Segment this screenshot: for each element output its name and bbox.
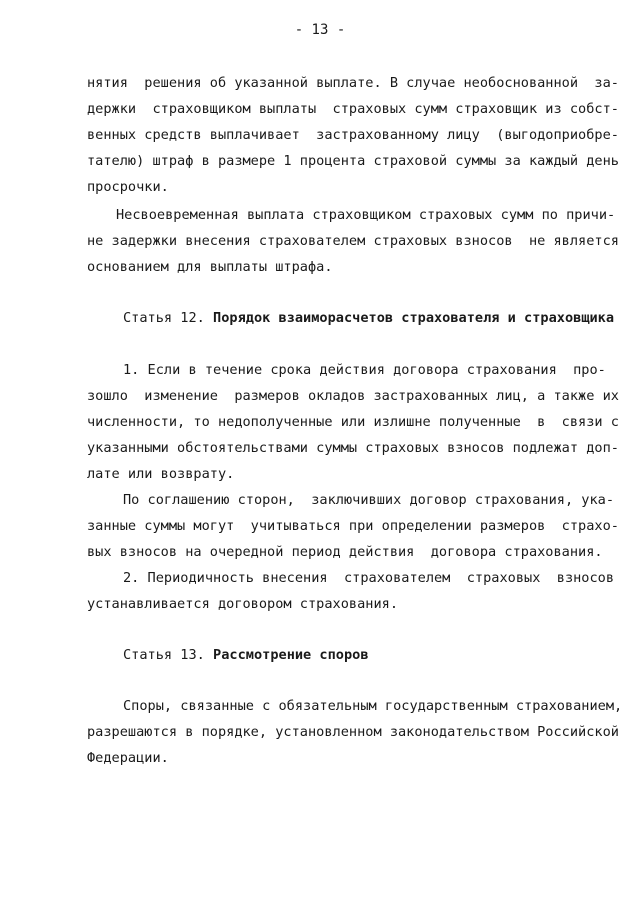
- article-13-heading: [123, 645, 583, 665]
- paragraph-line: указанными обстоятельствами суммы страховых взносов подлежат доп-: [87, 440, 619, 456]
- paragraph-line: вых взносов на очередной период действия договора страхования.: [87, 544, 603, 560]
- article-13-prefix: Статья 13.: [123, 647, 205, 663]
- paragraph-line: численности, то недополученные или излишне полученные в связи с: [87, 414, 619, 430]
- article-12-heading: [123, 308, 615, 328]
- paragraph-line: устанавливается договором страхования.: [87, 596, 398, 612]
- paragraph-line: Федерации.: [87, 750, 169, 766]
- paragraph-line: 1. Если в течение срока действия договора страхования про-: [123, 362, 606, 378]
- paragraph-line: зошло изменение размеров окладов застрахованных лиц, а также их: [87, 388, 619, 404]
- paragraph-line: венных средств выплачивает застрахованному лицу (выгодоприобре-: [87, 127, 619, 143]
- paragraph-line: 2. Периодичность внесения страхователем страховых взносов: [123, 570, 615, 586]
- paragraph-line: тателю) штраф в размере 1 процента страховой суммы за каждый день: [87, 153, 619, 169]
- paragraph-line: лате или возврату.: [87, 466, 235, 482]
- paragraph-line: не задержки внесения страхователем страховых взносов не является: [87, 233, 619, 249]
- paragraph-line: Несвоевременная выплата страховщиком страховых сумм по причи-: [116, 207, 616, 223]
- paragraph-line: разрешаются в порядке, установленном законодательством Российской: [87, 724, 619, 740]
- paragraph-line: нятия решения об указанной выплате. В случае необоснованной за-: [87, 75, 619, 91]
- paragraph-line: просрочки.: [87, 179, 169, 195]
- paragraph-line: По соглашению сторон, заключивших договор страхования, ука-: [123, 492, 615, 508]
- paragraph-line: основанием для выплаты штрафа.: [87, 259, 333, 275]
- paragraph-line: держки страховщиком выплаты страховых сумм страховщик из собст-: [87, 101, 619, 117]
- paragraph-line: Споры, связанные с обязательным государственным страхованием,: [123, 698, 623, 714]
- article-13-title: Рассмотрение споров: [213, 647, 369, 663]
- paragraph-line: занные суммы могут учитываться при определении размеров страхо-: [87, 518, 619, 534]
- article-12-prefix: Статья 12.: [123, 310, 205, 326]
- page-number: - 13 -: [294, 22, 346, 38]
- article-12-title: Порядок взаиморасчетов страхователя и страховщика: [213, 310, 615, 326]
